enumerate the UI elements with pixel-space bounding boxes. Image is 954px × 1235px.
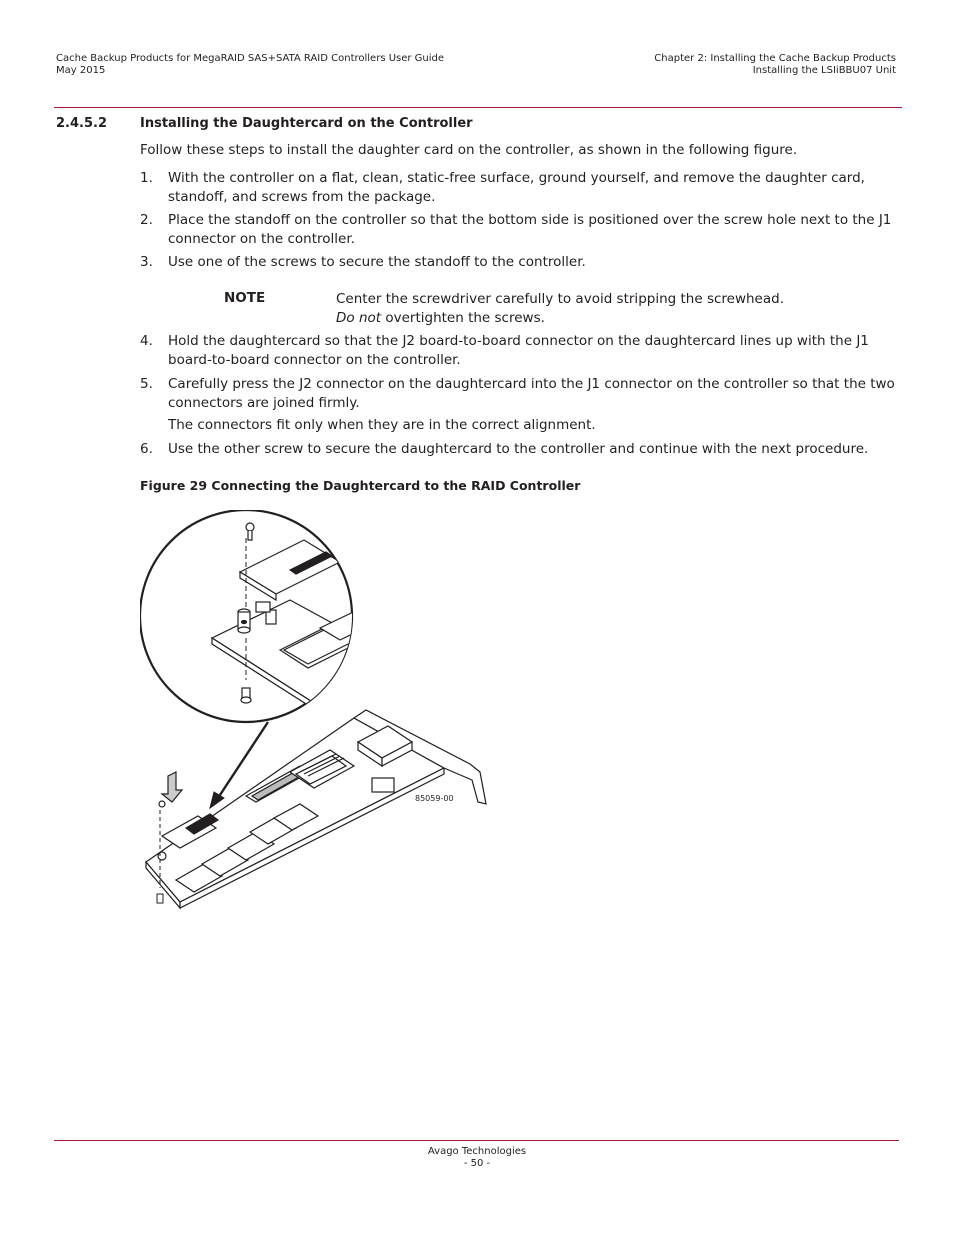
step-number: 2. [140, 212, 153, 228]
running-header-right [654, 53, 896, 77]
section-title: Installing the Daughtercard on the Controller [140, 116, 473, 131]
footer-rule [54, 1140, 899, 1141]
note-label: NOTE [224, 290, 266, 306]
intro-paragraph: Follow these steps to install the daughter card on the controller, as shown in the following figure. [140, 142, 798, 158]
page-number: - 50 - [463, 1158, 491, 1169]
section-heading-ref: Installing the LSIiBBU07 Unit [752, 65, 896, 76]
step-text: Place the standoff on the controller so that the bottom side is positioned over the screw hole next to the J1 connector on the controller. [168, 212, 892, 247]
note-emphasis: Do not [336, 310, 382, 326]
step-number: 4. [140, 333, 153, 349]
chapter-title: Chapter 2: Installing the Cache Backup Products [654, 53, 896, 64]
note-line-2 [336, 309, 896, 328]
magnified-detail [140, 510, 400, 722]
step-number: 5. [140, 376, 153, 392]
step-number: 1. [140, 170, 153, 186]
figure-illustration [140, 510, 500, 910]
step-number: 3. [140, 254, 153, 270]
step-text: Carefully press the J2 connector on the daughtercard into the J1 connector on the controller so that the two connectors are joined firmly. [168, 376, 895, 411]
daughtercard-installation-diagram [140, 510, 500, 910]
step-text: Use the other screw to secure the daughtercard to the controller and continue with the next procedure. [168, 441, 869, 457]
note-line-1: Center the screwdriver carefully to avoid stripping the screwhead. [336, 291, 784, 307]
step-text: With the controller on a flat, clean, static-free surface, ground yourself, and remove the daughter card, standoff, and screws from the package. [168, 170, 865, 205]
doc-date: May 2015 [56, 65, 106, 76]
figure-caption: Figure 29 Connecting the Daughtercard to the RAID Controller [140, 478, 581, 493]
doc-title: Cache Backup Products for MegaRAID SAS+SATA RAID Controllers User Guide [56, 53, 445, 64]
page-footer [0, 1146, 954, 1170]
step-number: 6. [140, 441, 153, 457]
raid-controller-board [146, 710, 486, 908]
note-text [336, 290, 896, 328]
part-number-label: 85059-00 [415, 794, 454, 803]
note-line-2-rest: overtighten the screws. [381, 310, 545, 326]
step-5-note: The connectors fit only when they are in the correct alignment. [168, 417, 596, 433]
company-name: Avago Technologies [427, 1146, 527, 1157]
step-text: Hold the daughtercard so that the J2 board-to-board connector on the daughtercard lines up with the J1 board-to-board connector on the controller. [168, 333, 869, 368]
section-number: 2.4.5.2 [56, 116, 107, 131]
press-arrow [162, 772, 182, 802]
header-rule [54, 107, 902, 108]
running-header-left [56, 53, 444, 77]
step-text: Use one of the screws to secure the standoff to the controller. [168, 254, 586, 270]
